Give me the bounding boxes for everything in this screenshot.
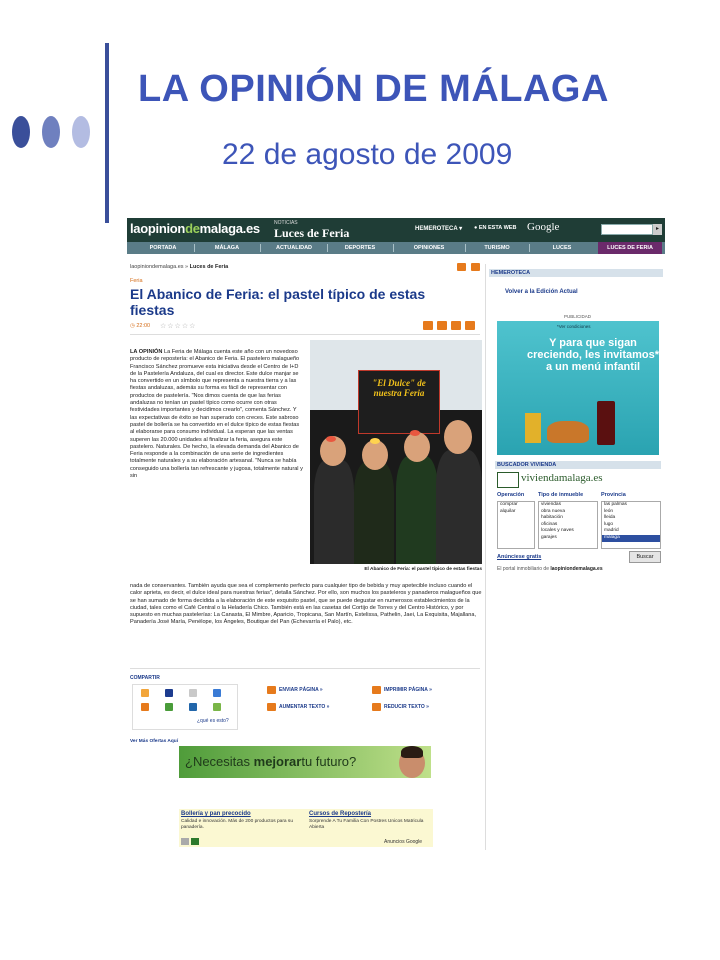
- hemeroteca-menu[interactable]: HEMEROTECA ▾: [415, 226, 463, 232]
- breadcrumb-current[interactable]: Luces de Feria: [189, 264, 229, 270]
- housing-search-header: BUSCADOR VIVIENDA: [495, 461, 661, 469]
- breadcrumb-home[interactable]: laopiniondemalaga.es »: [130, 264, 189, 270]
- main-nav: [127, 242, 665, 254]
- share-icon[interactable]: [451, 321, 461, 330]
- article-lead: LA OPINIÓN: [130, 349, 163, 355]
- breadcrumb: [130, 264, 228, 270]
- email-icon[interactable]: [465, 321, 475, 330]
- dot-dark: [12, 116, 30, 148]
- section-small: NOTICIAS: [274, 220, 298, 226]
- nav-portada[interactable]: PORTADA: [149, 245, 177, 251]
- slide-title: LA OPINIÓN DE MÁLAGA: [138, 68, 609, 110]
- ads-next-icon[interactable]: [191, 838, 199, 845]
- site-logo[interactable]: laopiniondemalaga.es: [130, 221, 260, 236]
- share-service-icon[interactable]: [141, 703, 149, 711]
- ad-conditions: *Ver condiciones: [557, 324, 591, 329]
- nav-deportes[interactable]: DEPORTES: [344, 245, 376, 251]
- vertical-divider: [105, 43, 109, 223]
- more-offers-link[interactable]: Ver Más Ofertas Aquí: [130, 739, 179, 744]
- increase-text-link[interactable]: AUMENTAR TEXTO »: [279, 704, 330, 710]
- google-logo: Google: [527, 221, 560, 233]
- site-header: [127, 218, 665, 242]
- search-button[interactable]: Buscar: [629, 551, 661, 563]
- option[interactable]: viviendas: [541, 502, 561, 507]
- search-go-button[interactable]: ▸: [653, 224, 662, 235]
- option[interactable]: lugo: [604, 521, 614, 527]
- nav-turismo[interactable]: TURISMO: [484, 245, 510, 251]
- article-body-wide: nada de conservantes. También ayuda que sea el complemento perfecto para cualquier tipo de bebida y muy apetecible incluso cuando el calor aprieta, es decir, el dulce ideal para nuestras ferias", detalla Sánchez. Por ello, son muchos los pasteleros y panaderos malagueños que se han sumado de forma decidida a la elaboración de este exquisito pastel, que se puede degustar en numerosos establecimientos de la ciudad, tales como el Café Central o la Heladería Chico. También está en las casetas del Cortijo de Torres y del Centro Histórico, y por supuesto en muchas pastelerías: La Canasta, El Mimbre, Aparicio, Tropicana, San Martín, Estelissa, Pathelin, Jaei, La Exquisita, Majallana, Panadería José María, Penélope, los Ángeles, Boutique del Pan (Echevarría el Palo), etc.: [130, 583, 482, 626]
- option[interactable]: garajes: [541, 534, 557, 540]
- vivienda-logo[interactable]: viviendamalaga.es: [497, 470, 659, 488]
- sidebar-ad[interactable]: [497, 321, 659, 455]
- article-time: ◷ 22:00: [130, 323, 151, 329]
- share-service-icon[interactable]: [189, 689, 197, 697]
- advertising-label: PUBLICIDAD: [564, 314, 592, 319]
- ads-by-google[interactable]: Anuncios Google: [384, 839, 423, 845]
- section-big: Luces de Feria: [274, 226, 350, 240]
- sidebar-hemeroteca-header: HEMEROTECA: [489, 269, 663, 277]
- nav-luces-de-feria[interactable]: LUCES DE FERIA: [598, 242, 662, 254]
- print-icon[interactable]: [437, 321, 447, 330]
- reduce-text-link[interactable]: REDUCIR TEXTO »: [384, 704, 429, 710]
- dot-light: [72, 116, 90, 148]
- google-ads: [179, 809, 433, 847]
- option[interactable]: madrid: [604, 528, 619, 534]
- print-page-link[interactable]: IMPRIMIR PÁGINA »: [384, 687, 432, 693]
- operation-select[interactable]: [497, 501, 535, 549]
- promo-text: ¿Necesitas mejorartu futuro?: [185, 754, 357, 769]
- section-header: [274, 220, 349, 241]
- share-service-icon[interactable]: [165, 689, 173, 697]
- reduce-text-icon[interactable]: [372, 703, 381, 711]
- province-label: Provincia: [601, 492, 626, 498]
- portal-footer: El portal inmobiliario de laopiniondemalaga.es: [497, 566, 603, 572]
- promo-banner[interactable]: [179, 746, 431, 778]
- ad-text-1: Calidad e innovación. Más de 200 productos para su panadería.: [181, 819, 293, 830]
- share-service-icon[interactable]: [141, 689, 149, 697]
- column-divider: [485, 264, 486, 850]
- what-is-this-link[interactable]: ¿qué es esto?: [197, 718, 229, 724]
- prev-icon[interactable]: [457, 263, 466, 271]
- option[interactable]: león: [604, 508, 614, 514]
- bullet-dots: [12, 116, 92, 150]
- rating-stars[interactable]: ☆☆☆☆☆: [160, 323, 197, 330]
- province-select[interactable]: [601, 501, 661, 549]
- search-scope-radio[interactable]: ● EN ESTA WEB: [474, 225, 517, 231]
- article-body-column: [130, 349, 305, 480]
- divider: [130, 668, 480, 669]
- option[interactable]: habitación: [541, 515, 563, 521]
- search-input[interactable]: [601, 224, 653, 235]
- option[interactable]: lleida: [604, 515, 616, 521]
- share-title: COMPARTIR: [130, 675, 160, 681]
- slide-date: 22 de agosto de 2009: [222, 138, 513, 171]
- ads-prev-icon[interactable]: [181, 838, 189, 845]
- nav-actualidad[interactable]: ACTUALIDAD: [275, 245, 313, 251]
- increase-text-icon[interactable]: [267, 703, 276, 711]
- send-page-icon[interactable]: [267, 686, 276, 694]
- nav-luces[interactable]: LUCES: [552, 245, 572, 251]
- dot-medium: [42, 116, 60, 148]
- article-text-1: La Feria de Málaga cuenta este año con un novedoso producto de repostería: el Abanico de Feria. El pastelero malagueño Francisco Sánchez promueve esta iniciativa desde el Centro de I+D de la Pastelería Andaluza, del cual es director. Este dulce manjar se ha convertido en un símbolo que representa a nuestra tierra y a las fiestas andaluzas, además su forma es fácil de representar con productos de pastelería. "Nos dimos cuenta de que las ferias andaluzas no tenían un pastel típico como ocurre con otras festividades importantes y decidimos crearlo", comenta Sánchez. Y las expectativas de éxito se han superado con creces. Este sabroso pastel de bollería se ha convertido en el dulce típico de estas fiestas al elaborarse para consumo individual. La esperan que las ventas superen las 20.000 unidades al finalizar la feria, asegura este pastelero. Naturales. De hecho, la elevada demanda del Abanico de Feria responde a la combinación de una serie de ingredientes totalmente naturales y a su elaboración artesanal. "Nunca se había conseguido una bollería tan refrescante y jugosa, totalmente natural y sin: [130, 349, 303, 480]
- share-service-icon[interactable]: [189, 703, 197, 711]
- option[interactable]: oficinas: [541, 521, 558, 527]
- nav-opiniones[interactable]: OPINIONES: [413, 245, 445, 251]
- print-page-icon[interactable]: [372, 686, 381, 694]
- photo-caption: El Abanico de Feria: el pastel típico de estas fiestas: [364, 567, 482, 572]
- back-to-current-edition-link[interactable]: Volver a la Edición Actual: [505, 289, 578, 295]
- share-service-icon[interactable]: [165, 703, 173, 711]
- newspaper-screenshot: [127, 218, 665, 850]
- article-photo[interactable]: [310, 340, 482, 564]
- share-service-icon[interactable]: [213, 703, 221, 711]
- divider: [130, 334, 480, 335]
- ad-message: Y para que sigan creciendo, les invitamos* a un menú infantil: [526, 337, 659, 373]
- send-page-link[interactable]: ENVIAR PÁGINA »: [279, 687, 323, 693]
- option[interactable]: las palmas: [604, 502, 627, 507]
- photo-banner-text: "El Dulce" de nuestra Feria: [372, 378, 426, 398]
- option[interactable]: obra nueva: [541, 508, 566, 514]
- article-section[interactable]: Feria: [130, 278, 143, 284]
- article-headline: El Abanico de Feria: el pastel típico de estas fiestas: [130, 286, 426, 318]
- ad-text-2: Sorprende A Tu Familia Con Postres Unicos Matricula Abierta: [309, 819, 424, 830]
- advertise-free-link[interactable]: Anúnciese gratis: [497, 554, 542, 560]
- property-type-label: Tipo de inmueble: [538, 492, 584, 498]
- ad-title-2[interactable]: Cursos de Repostería: [309, 811, 372, 817]
- option[interactable]: alquilar: [500, 508, 516, 514]
- next-icon[interactable]: [471, 263, 480, 271]
- share-service-icon[interactable]: [213, 689, 221, 697]
- property-type-select[interactable]: [538, 501, 598, 549]
- ad-title-1[interactable]: Bollería y pan precocido: [181, 811, 251, 817]
- nav-malaga[interactable]: MÁLAGA: [214, 245, 240, 251]
- option[interactable]: comprar: [500, 502, 518, 507]
- house-icon: [497, 472, 519, 488]
- operation-label: Operación: [497, 492, 525, 498]
- comment-icon[interactable]: [423, 321, 433, 330]
- option[interactable]: locales y naves: [541, 528, 574, 534]
- option-selected[interactable]: málaga: [602, 535, 660, 542]
